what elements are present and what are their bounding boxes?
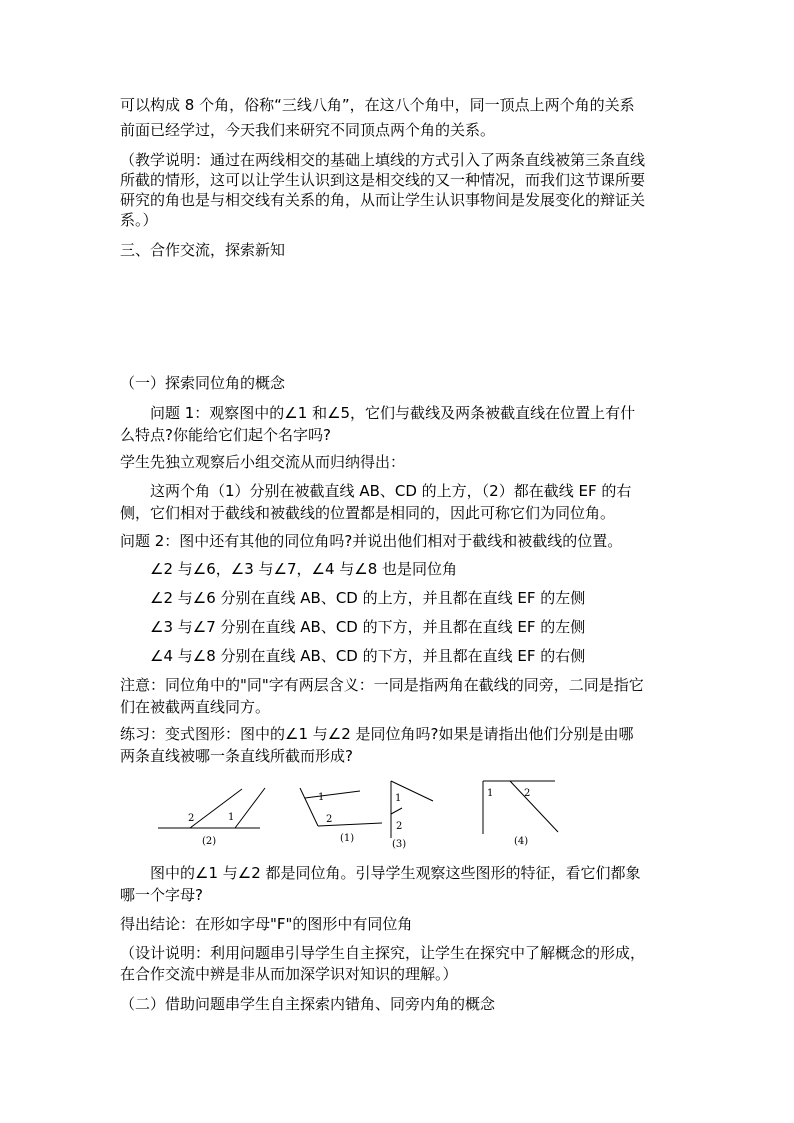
answer2-line-b: ∠2 与∠6 分别在直线 AB、CD 的上方，并且都在直线 EF 的左侧 xyxy=(150,589,586,607)
section-heading: 三、合作交流，探索新知 xyxy=(120,241,286,259)
variant-figures xyxy=(150,776,570,854)
answer1-line-2: 侧，它们相对于截线和被截线的位置都是相同的，因此可称它们为同位角。 xyxy=(120,504,616,522)
observation-line-2: 哪一个字母? xyxy=(120,886,203,904)
exercise-line-1: 练习：变式图形：图中的∠1 与∠2 是同位角吗?如果是请指出他们分别是由哪 xyxy=(120,725,634,743)
part1-title: （一）探索同位角的概念 xyxy=(120,374,286,392)
figure4-angle-1: 1 xyxy=(487,788,494,799)
figure3-angle-1: 1 xyxy=(395,793,402,804)
design-note-line-2: 在合作交流中辨是非从而加深学识对知识的理解。） xyxy=(120,965,458,983)
figure3-angle-2: 2 xyxy=(396,821,403,832)
question2: 问题 2：图中还有其他的同位角吗?并说出他们相对于截线和被截线的位置。 xyxy=(120,532,623,550)
figure1-angle-1: 1 xyxy=(318,792,325,803)
figure2-angle-2: 2 xyxy=(188,813,195,824)
teaching-note-line-1: （教学说明：通过在两线相交的基础上填线的方式引入了两条直线被第三条直线 xyxy=(120,151,646,169)
answer1-line-1: 这两个角（1）分别在被截直线 AB、CD 的上方，（2）都在截线 EF 的右 xyxy=(150,482,632,500)
exercise-line-2: 两条直线被哪一条直线所截而形成? xyxy=(120,747,353,765)
design-note-line-1: （设计说明：利用问题串引导学生自主探究，让学生在探究中了解概念的形成， xyxy=(120,944,646,962)
figure4-label: (4) xyxy=(514,836,529,847)
answer2-line-a: ∠2 与∠6，∠3 与∠7，∠4 与∠8 也是同位角 xyxy=(150,560,458,578)
figure3-label: (3) xyxy=(392,839,407,850)
figure2-label: (2) xyxy=(202,836,217,847)
intro-line-1: 可以构成 8 个角，俗称“三线八角”，在这八个角中，同一顶点上两个角的关系 xyxy=(120,96,635,114)
answer2-line-d: ∠4 与∠8 分别在直线 AB、CD 的下方，并且都在直线 EF 的右侧 xyxy=(150,647,586,665)
process-text: 学生先独立观察后小组交流从而归纳得出： xyxy=(120,453,406,471)
question1-line-1: 问题 1：观察图中的∠1 和∠5，它们与截线及两条被截直线在位置上有什 xyxy=(150,404,636,422)
note-line-2: 们在被截两直线同方。 xyxy=(120,698,271,716)
teaching-note-line-3: 研究的角也是与相交线有关系的角，从而让学生认识事物间是发展变化的辩证关 xyxy=(120,191,646,209)
answer2-line-c: ∠3 与∠7 分别在直线 AB、CD 的下方，并且都在直线 EF 的左侧 xyxy=(150,618,586,636)
teaching-note-line-2: 所截的情形，这可以让学生认识到这是相交线的又一种情况，而我们这节课所要 xyxy=(120,171,646,189)
part2-title: （二）借助问题串学生自主探索内错角、同旁内角的概念 xyxy=(120,995,496,1013)
teaching-note-line-4: 系。） xyxy=(120,211,158,229)
figure2-angle-1: 1 xyxy=(228,812,235,823)
note-line-1: 注意：同位角中的"同"字有两层含义：一同是指两角在截线的同旁，二同是指它 xyxy=(120,676,644,694)
intro-line-2: 前面已经学过，今天我们来研究不同顶点两个角的关系。 xyxy=(120,121,496,139)
question1-line-2: 么特点?你能给它们起个名字吗? xyxy=(120,426,331,444)
conclusion: 得出结论：在形如字母"F"的图形中有同位角 xyxy=(120,915,413,933)
figure1-label: (1) xyxy=(340,833,355,844)
observation-line-1: 图中的∠1 与∠2 都是同位角。引导学生观察这些图形的特征，看它们都象 xyxy=(150,864,641,882)
figure4-angle-2: 2 xyxy=(524,788,531,799)
figure1-angle-2: 2 xyxy=(326,814,333,825)
